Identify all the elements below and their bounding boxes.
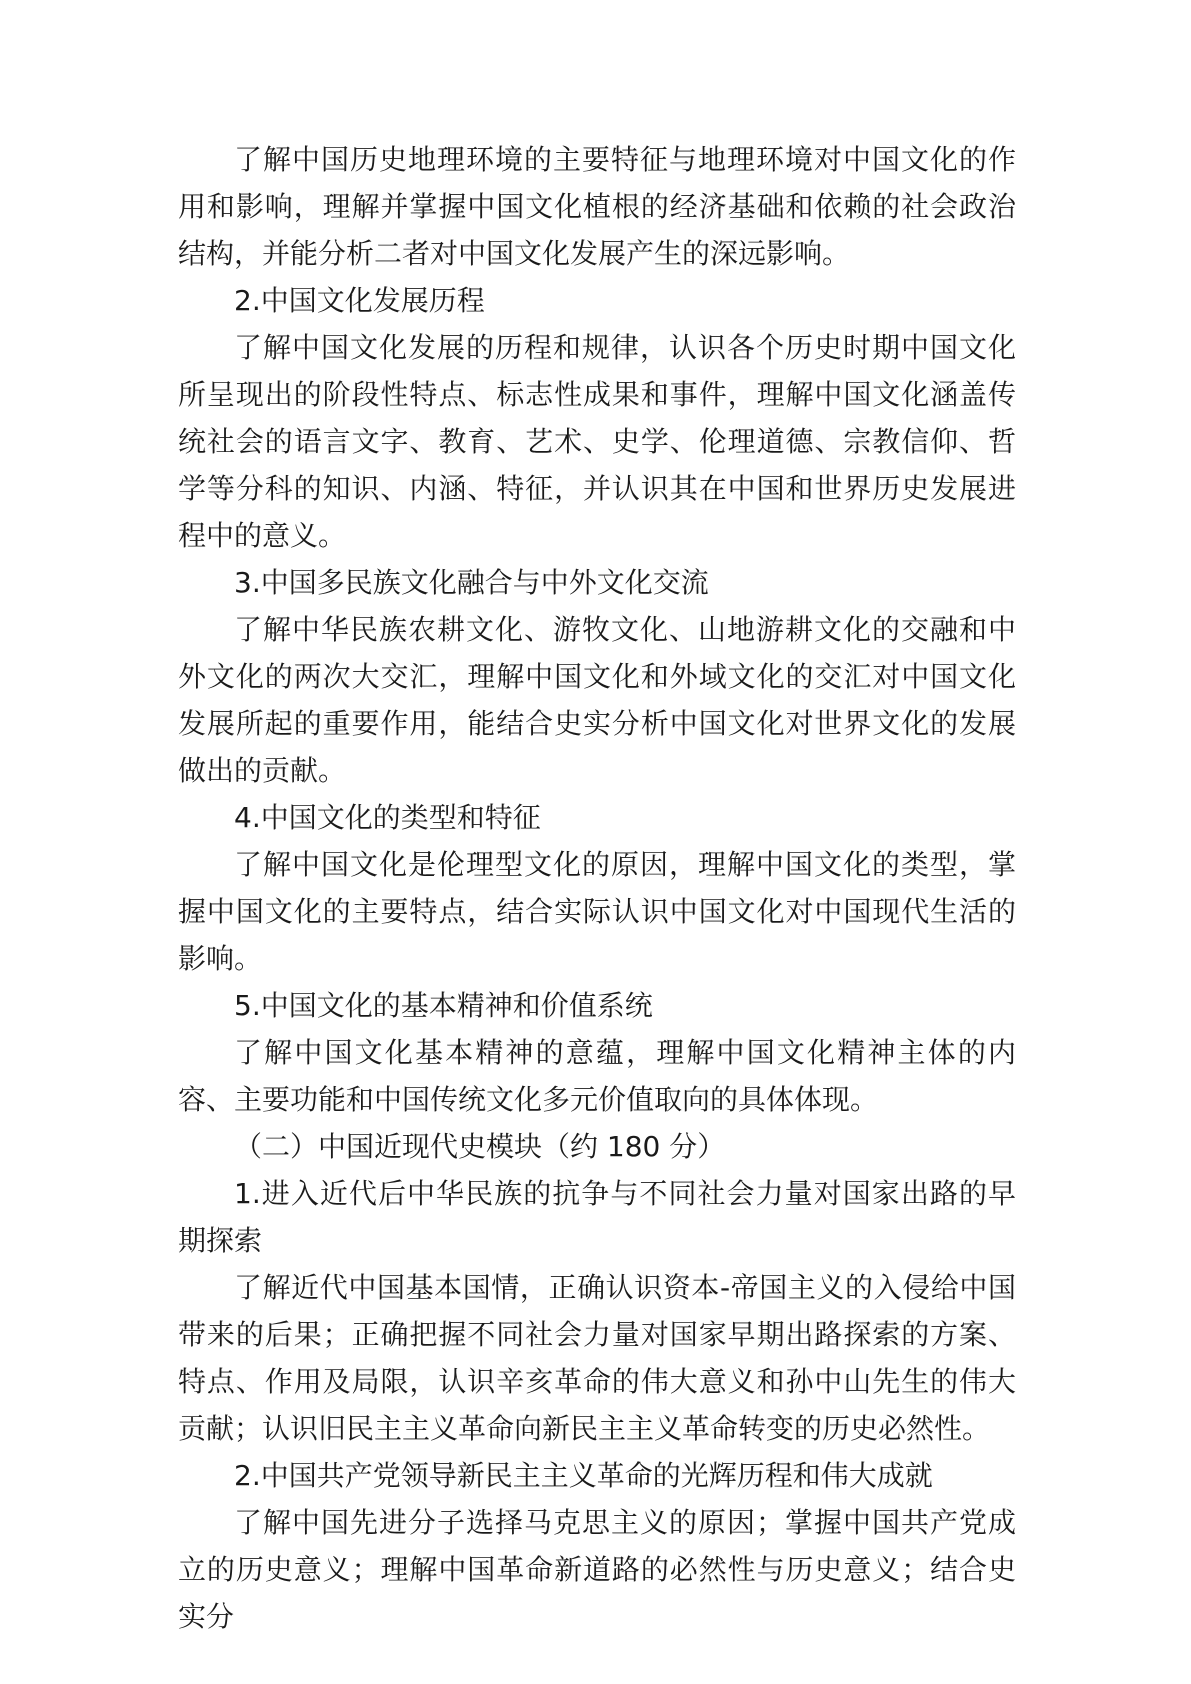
paragraph-culture-development: 了解中国文化发展的历程和规律，认识各个历史时期中国文化所呈现出的阶段性特点、标志性成果和事件，理解中国文化涵盖传统社会的语言文字、教育、艺术、史学、伦理道德、宗教信仰、哲学等分科的知识、内涵、特征，并认识其在中国和世界历史发展进程中的意义。	[178, 331, 1016, 552]
heading-early-exploration: 1.进入近代后中华民族的抗争与不同社会力量对国家出路的早期探索	[178, 1177, 1016, 1257]
paragraph-new-democratic-revolution: 了解中国先进分子选择马克思主义的原因；掌握中国共产党成立的历史意义；理解中国革命新道路的必然性与历史意义；结合史实分	[178, 1506, 1016, 1633]
heading-spirit-values: 5.中国文化的基本精神和价值系统	[234, 989, 653, 1022]
paragraph-spirit-values: 了解中国文化基本精神的意蕴，理解中国文化精神主体的内容、主要功能和中国传统文化多元价值取向的具体体现。	[178, 1036, 1016, 1116]
heading-new-democratic-revolution: 2.中国共产党领导新民主主义革命的光辉历程和伟大成就	[234, 1459, 933, 1492]
heading-culture-development: 2.中国文化发展历程	[234, 284, 485, 317]
paragraph-culture-types: 了解中国文化是伦理型文化的原因，理解中国文化的类型，掌握中国文化的主要特点，结合实际认识中国文化对中国现代生活的影响。	[178, 848, 1016, 975]
heading-ethnic-fusion: 3.中国多民族文化融合与中外文化交流	[234, 566, 709, 599]
document-page	[178, 136, 1016, 1640]
paragraph-ethnic-fusion: 了解中华民族农耕文化、游牧文化、山地游耕文化的交融和中外文化的两次大交汇，理解中国文化和外域文化的交汇对中国文化发展所起的重要作用，能结合史实分析中国文化对世界文化的发展做出的贡献。	[178, 613, 1016, 787]
heading-modern-history-module: （二）中国近现代史模块（约 180 分）	[234, 1130, 726, 1163]
paragraph-intro-geography: 了解中国历史地理环境的主要特征与地理环境对中国文化的作用和影响，理解并掌握中国文化植根的经济基础和依赖的社会政治结构，并能分析二者对中国文化发展产生的深远影响。	[178, 143, 1016, 270]
paragraph-early-exploration: 了解近代中国基本国情，正确认识资本-帝国主义的入侵给中国带来的后果；正确把握不同社会力量对国家早期出路探索的方案、特点、作用及局限，认识辛亥革命的伟大意义和孙中山先生的伟大贡献；认识旧民主主义革命向新民主主义革命转变的历史必然性。	[178, 1271, 1016, 1445]
heading-culture-types: 4.中国文化的类型和特征	[234, 801, 541, 834]
